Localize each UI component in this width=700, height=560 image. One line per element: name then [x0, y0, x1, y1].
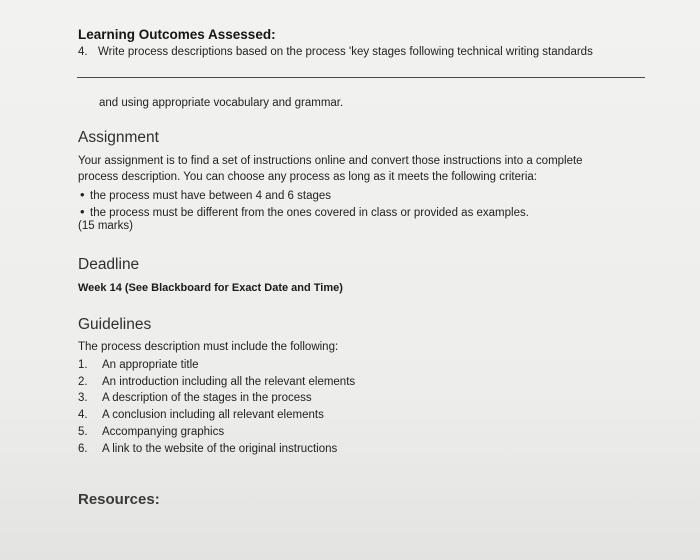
criteria-text: the process must be different from the ones covered in class or provided as examples. — [90, 207, 529, 219]
guidelines-intro: The process description must include the following: — [78, 341, 339, 353]
learning-outcome-item — [78, 46, 593, 58]
list-item-number: 2. — [78, 375, 88, 388]
criteria-item — [80, 204, 529, 219]
bullet-icon: • — [80, 204, 85, 219]
guidelines-list — [78, 357, 355, 457]
list-item-text: Accompanying graphics — [102, 425, 225, 438]
list-item — [78, 390, 355, 407]
criteria-text: the process must have between 4 and 6 stages — [90, 190, 332, 202]
list-item-text: A conclusion including all relevant elements — [102, 409, 324, 422]
list-item-number: 4. — [78, 409, 88, 422]
assignment-heading: Assignment — [78, 129, 159, 146]
list-item-number: 3. — [78, 392, 88, 405]
list-item-text: A link to the website of the original instructions — [102, 442, 338, 455]
learning-outcomes-heading: Learning Outcomes Assessed: — [78, 27, 276, 42]
deadline-text: Week 14 (See Blackboard for Exact Date and Time) — [78, 282, 343, 294]
learning-outcome-text: Write process descriptions based on the process 'key stages following technical writing standards — [98, 46, 593, 58]
bullet-icon: • — [80, 187, 85, 202]
list-item-number: 1. — [78, 359, 88, 371]
learning-outcome-number: 4. — [78, 46, 88, 58]
list-item — [78, 374, 355, 391]
list-item — [78, 357, 355, 374]
list-item-text: A description of the stages in the process — [102, 392, 312, 405]
list-item-number: 5. — [78, 425, 88, 438]
resources-heading: Resources: — [78, 491, 160, 508]
list-item-number: 6. — [78, 442, 88, 455]
criteria-item — [80, 187, 331, 202]
assignment-line-1: Your assignment is to find a set of instructions online and convert those instructions into a complete — [78, 155, 583, 167]
assignment-marks: (15 marks) — [78, 220, 133, 232]
learning-outcome-continuation: and using appropriate vocabulary and grammar. — [99, 97, 344, 109]
list-item — [78, 424, 355, 441]
assignment-line-2: process description. You can choose any process as long as it meets the following criteria: — [78, 171, 537, 183]
guidelines-heading: Guidelines — [78, 316, 152, 333]
list-item — [78, 407, 355, 424]
list-item — [78, 441, 355, 458]
horizontal-divider — [77, 77, 645, 78]
deadline-heading: Deadline — [78, 256, 140, 273]
list-item-text: An introduction including all the relevant elements — [102, 375, 356, 388]
list-item-text: An appropriate title — [102, 359, 199, 371]
